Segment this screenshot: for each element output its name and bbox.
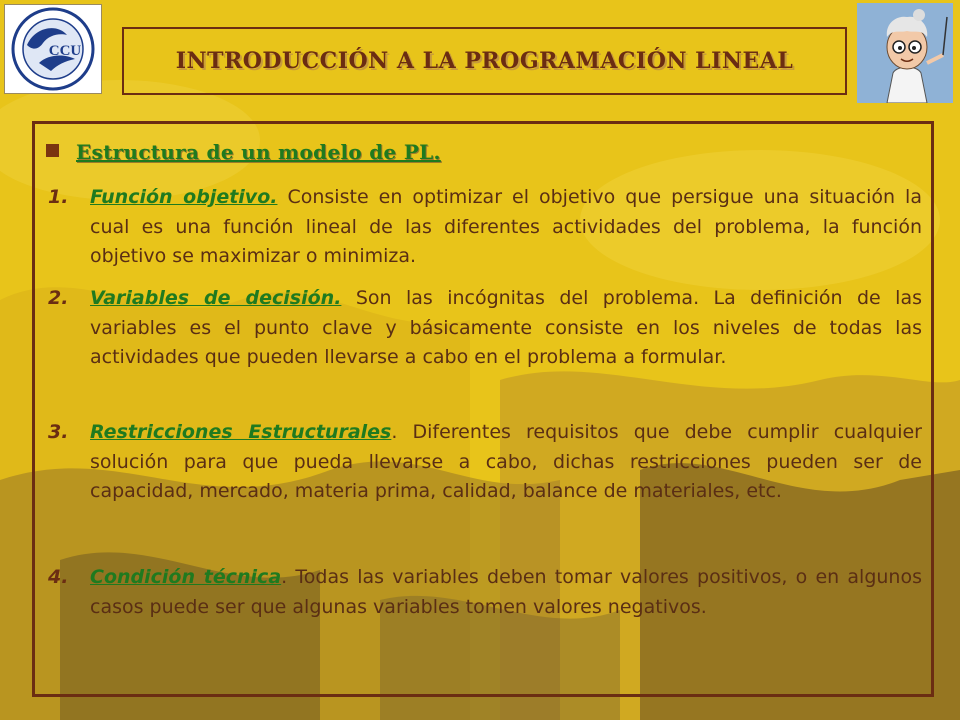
dolphin-logo-icon (5, 5, 101, 93)
slide-title: INTRODUCCIÓN A LA PROGRAMACIÓN LINEAL (175, 48, 794, 74)
square-bullet-icon (46, 144, 59, 157)
list-item (48, 418, 922, 507)
slide-title-box (122, 27, 847, 95)
item-number: 3. (48, 421, 69, 443)
list-item (48, 284, 922, 373)
section-heading: Estructura de un modelo de PL. (76, 140, 441, 164)
item-text: Consiste en optimizar el objetivo que persigue una situación la cual es una función lineal de las diferentes actividades del problema, la función objetivo se maximizar o minimiza. (90, 186, 922, 267)
list-item (48, 563, 922, 622)
item-text: . Diferentes requisitos que debe cumplir cualquier solución para que pueda llevarse a cabo, dichas restricciones pueden ser de capacidad, mercado, materia prima, calidad, balance de materiales, etc. (90, 421, 922, 502)
logo-text: CCU (48, 43, 82, 59)
item-term: Condición técnica (90, 566, 282, 588)
item-number: 2. (48, 287, 69, 309)
ccu-logo (4, 4, 102, 94)
mascot-picture (857, 3, 953, 103)
cartoon-professor-icon (857, 3, 953, 103)
item-text: Son las incógnitas del problema. La definición de las variables es el punto clave y básicamente consiste en los niveles de todas las actividades que pueden llevarse a cabo en el problema a formular. (90, 287, 922, 368)
item-term: Restricciones Estructurales (90, 421, 392, 443)
list-item (48, 183, 922, 272)
section-heading-row (46, 140, 441, 164)
item-text: . Todas las variables deben tomar valores positivos, o en algunos casos puede ser que algunas variables tomen valores negativos. (90, 566, 922, 618)
item-number: 1. (48, 186, 69, 208)
item-term: Variables de decisión. (90, 287, 342, 309)
item-term: Función objetivo. (90, 186, 278, 208)
item-number: 4. (48, 566, 69, 588)
